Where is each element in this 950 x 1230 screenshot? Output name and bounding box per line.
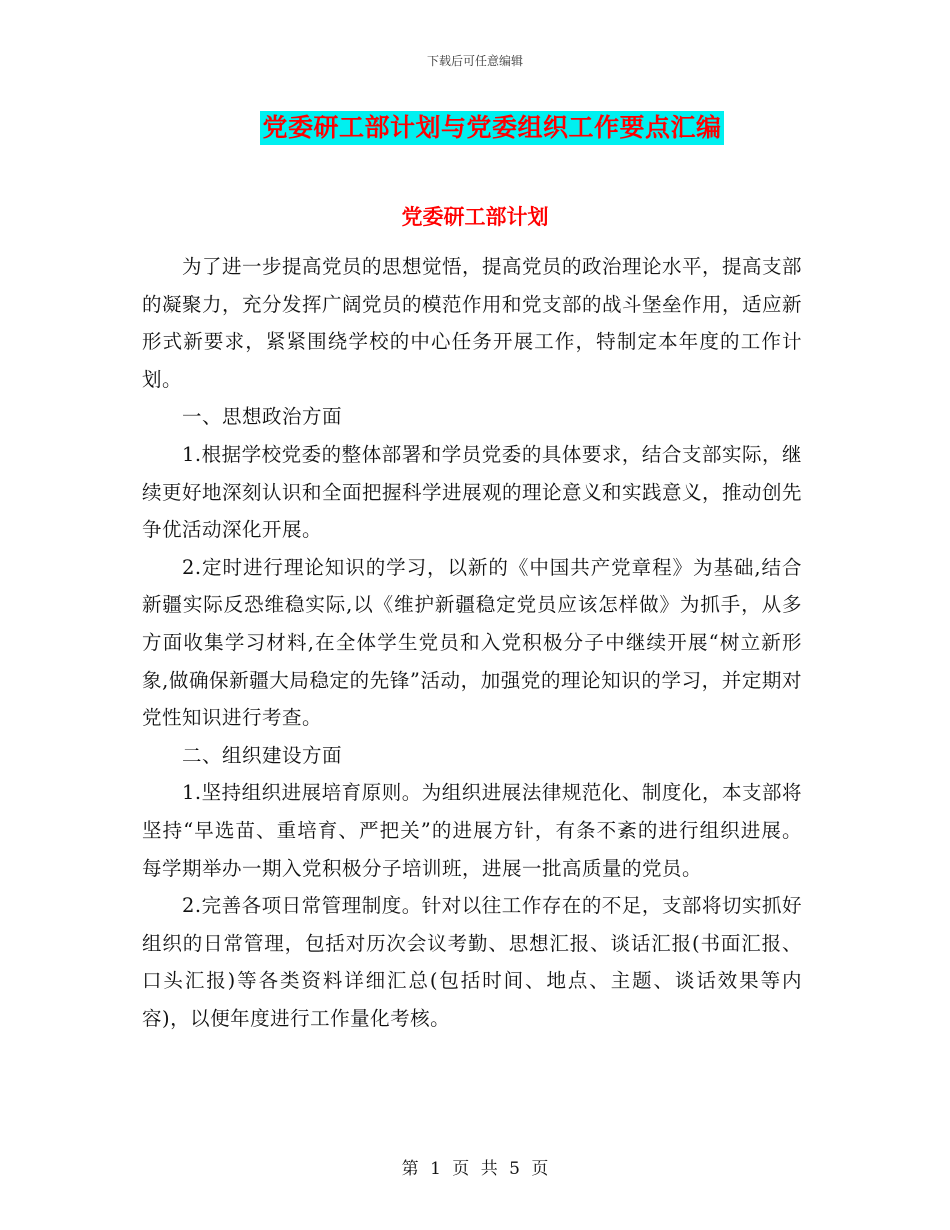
header-note: 下载后可任意编辑 — [426, 54, 523, 68]
document-body — [142, 248, 802, 1037]
paragraph-ideology-1: 1.根据学校党委的整体部署和学员党委的具体要求，结合支部实际，继续更好地深刻认识和全面把握科学进展观的理论意义和实践意义，推动创先争优活动深化开展。 — [142, 442, 803, 542]
paragraph-organization-1: 1.坚持组织进展培育原则。为组织进展法律规范化、制度化，本支部将坚持“早选苗、重培育、严把关”的进展方针，有条不紊的进行组织进展。每学期举办一期入党积极分子培训班，进展一批高质量的党员。 — [142, 781, 802, 880]
heading-organization: 二、组织建设方面 — [181, 743, 342, 767]
paragraph-organization-2: 2.完善各项日常管理制度。针对以往工作存在的不足，支部将切实抓好组织的日常管理，包括对历次会议考勤、思想汇报、谈话汇报(书面汇报、口头汇报)等各类资料详细汇总(包括时间、地点、主题、谈话效果等内容)，以便年度进行工作量化考核。 — [142, 894, 802, 1030]
section-title: 党委研工部计划 — [401, 204, 549, 229]
heading-ideology: 一、思想政治方面 — [181, 405, 342, 429]
paragraph-ideology-2: 2.定时进行理论知识的学习，以新的《中国共产党章程》为基础,结合新疆实际反恐维稳实际,以《维护新疆稳定党员应该怎样做》为抓手，从多方面收集学习材料,在全体学生党员和入党积极分子中继续开展“树立新形象,做确保新疆大局稳定的先锋”活动，加强党的理论知识的学习，并定期对党性知识进行考查。 — [142, 555, 802, 730]
document-title-text: 党委研工部计划与党委组织工作要点汇编 — [260, 111, 723, 145]
document-title — [0, 111, 950, 145]
paragraph-intro: 为了进一步提高党员的思想觉悟，提高党员的政治理论水平，提高支部的凝聚力，充分发挥广阔党员的模范作用和党支部的战斗堡垒作用，适应新形式新要求，紧紧围绕学校的中心任务开展工作，特制定本年度的工作计划。 — [142, 255, 803, 391]
page-footer: 第 1 页 共 5 页 — [401, 1159, 549, 1179]
